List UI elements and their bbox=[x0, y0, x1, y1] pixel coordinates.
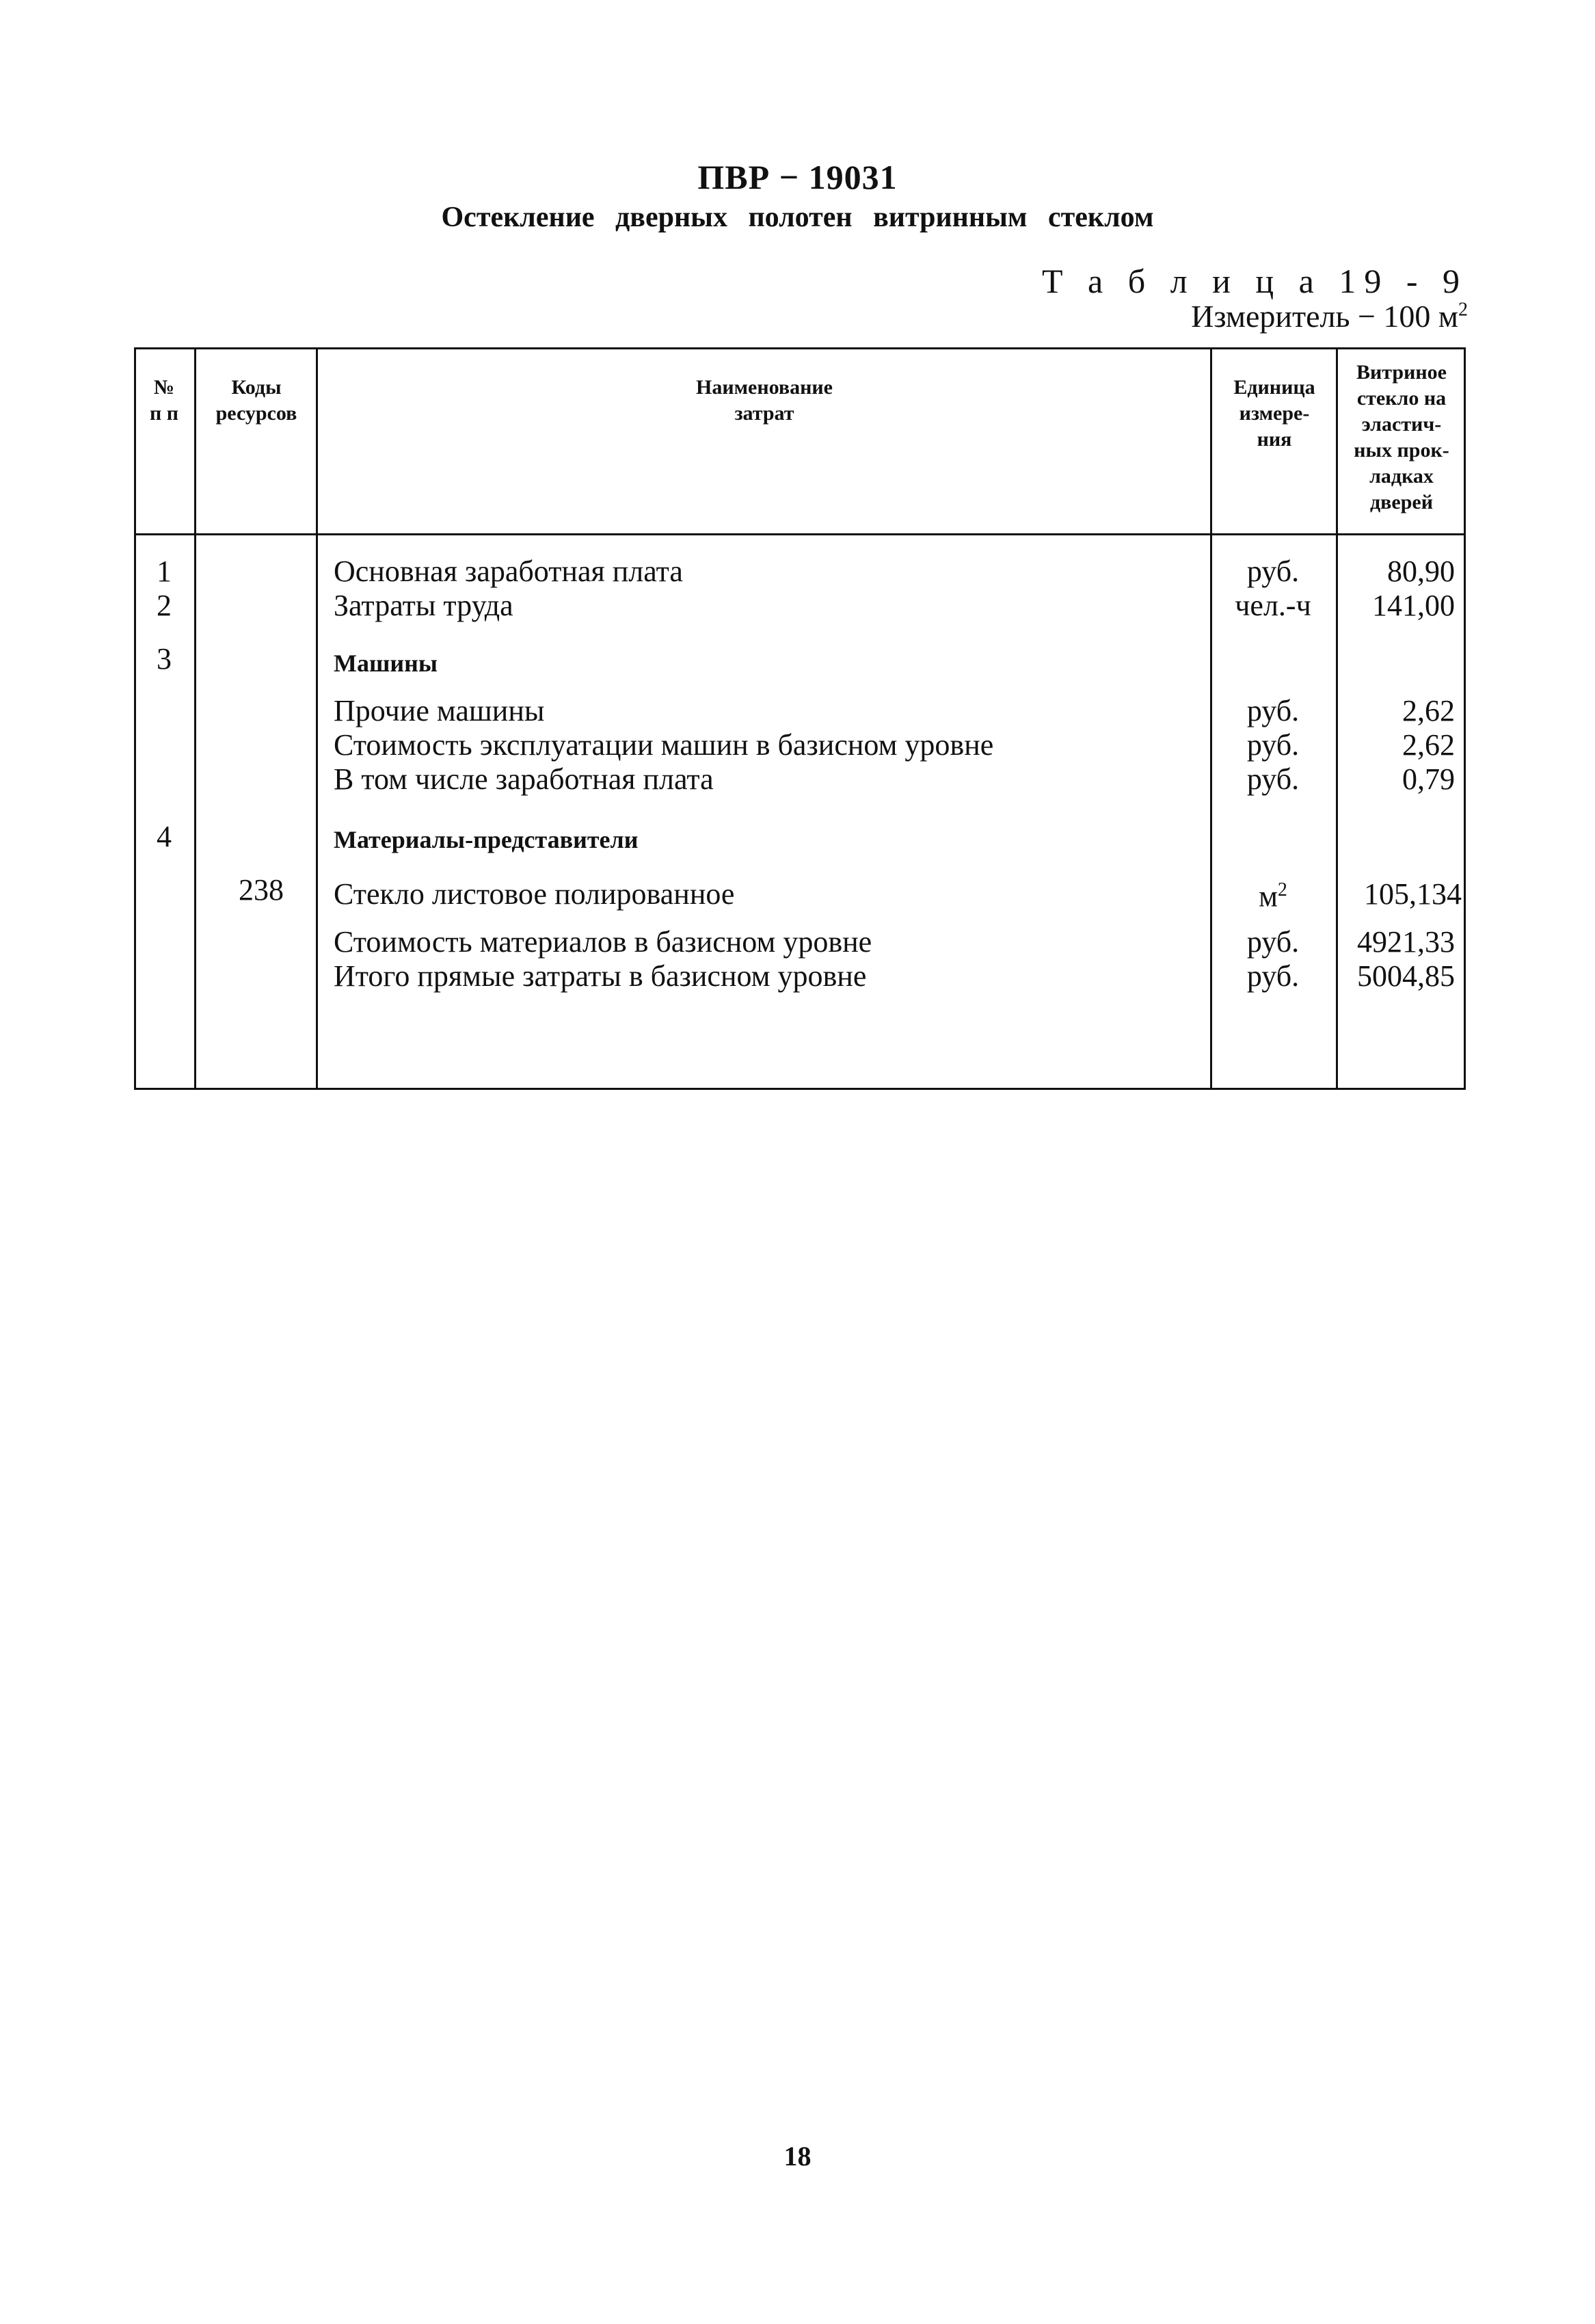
row-value: 5004,85 bbox=[1357, 959, 1455, 993]
row-num: 3 bbox=[157, 642, 172, 676]
header-name bbox=[319, 375, 1210, 427]
row-unit: руб. bbox=[1246, 959, 1300, 993]
row-unit-superscript: 2 bbox=[1277, 879, 1287, 900]
header-bottom-border bbox=[134, 533, 1466, 535]
header-name-line1: Наименование bbox=[696, 376, 833, 399]
row-unit: руб. bbox=[1246, 555, 1300, 588]
document-code: ПВР − 19031 bbox=[697, 158, 898, 196]
header-value-line6: дверей bbox=[1370, 491, 1433, 513]
row-unit-text: м bbox=[1259, 879, 1278, 913]
row-name: Стоимость эксплуатации машин в базисном уровне bbox=[334, 728, 994, 762]
row-resource-code: 238 bbox=[239, 873, 284, 907]
page-number: 18 bbox=[783, 2141, 812, 2172]
row-num: 1 bbox=[157, 555, 172, 588]
col-divider-unit bbox=[1336, 347, 1338, 1090]
row-name: Стоимость материалов в базисном уровне bbox=[334, 925, 872, 959]
row-value: 0,79 bbox=[1402, 762, 1455, 796]
row-name: Стекло листовое полированное bbox=[334, 877, 735, 911]
row-num: 4 bbox=[157, 820, 172, 853]
cost-table bbox=[134, 347, 1466, 1090]
header-num-line1: № bbox=[153, 376, 175, 399]
section-heading: Машины bbox=[334, 650, 438, 677]
table-bottom-border bbox=[134, 1088, 1466, 1090]
row-value: 105,134 bbox=[1364, 877, 1462, 911]
table-top-border bbox=[134, 347, 1466, 349]
row-value: 141,00 bbox=[1372, 589, 1455, 622]
header-unit bbox=[1213, 375, 1336, 453]
table-number-label: Т а б л и ц а 19 - 9 bbox=[1042, 262, 1468, 300]
row-value: 2,62 bbox=[1402, 694, 1455, 727]
row-unit: руб. bbox=[1246, 925, 1300, 959]
col-divider-num bbox=[194, 347, 196, 1090]
header-code-line2: ресурсов bbox=[215, 402, 297, 425]
measure-unit-superscript: 2 bbox=[1458, 299, 1468, 321]
row-name: Итого прямые затраты в базисном уровне bbox=[334, 959, 867, 993]
header-value-line5: ладках bbox=[1369, 465, 1434, 487]
header-value-line3: эластич- bbox=[1361, 413, 1442, 436]
header-value-line1: Витриное bbox=[1356, 361, 1447, 384]
header-code-line1: Коды bbox=[231, 376, 282, 399]
row-num: 2 bbox=[157, 589, 172, 622]
row-value: 80,90 bbox=[1387, 555, 1455, 588]
document-title: Остекление дверных полотен витринным стеклом bbox=[441, 202, 1154, 233]
header-value-line4: ных прок- bbox=[1354, 439, 1449, 462]
header-value bbox=[1339, 360, 1464, 516]
header-unit-line2: измере- bbox=[1239, 402, 1310, 425]
header-value-line2: стекло на bbox=[1356, 387, 1447, 410]
header-unit-line3: ния bbox=[1257, 428, 1292, 451]
row-unit: руб. bbox=[1246, 694, 1300, 727]
header-num-line2: п п bbox=[149, 402, 179, 425]
table-left-border bbox=[134, 347, 136, 1090]
row-name: В том числе заработная плата bbox=[334, 762, 714, 796]
row-unit bbox=[1211, 872, 1335, 915]
row-unit: руб. bbox=[1246, 728, 1300, 762]
row-unit: руб. bbox=[1246, 762, 1300, 796]
measure-unit-text: Измеритель − 100 м bbox=[1191, 299, 1458, 334]
row-name: Основная заработная плата bbox=[334, 555, 683, 588]
header-unit-line1: Единица bbox=[1233, 376, 1315, 399]
row-value: 4921,33 bbox=[1357, 925, 1455, 959]
measure-unit-label bbox=[1191, 298, 1468, 334]
row-name: Затраты труда bbox=[334, 589, 513, 622]
row-unit: чел.-ч bbox=[1235, 589, 1311, 622]
row-name: Прочие машины bbox=[334, 694, 545, 727]
section-heading: Материалы-представители bbox=[334, 826, 639, 853]
row-value: 2,62 bbox=[1402, 728, 1455, 762]
header-code bbox=[197, 375, 316, 427]
header-name-line2: затрат bbox=[734, 402, 794, 425]
col-divider-code bbox=[316, 347, 318, 1090]
header-num bbox=[134, 375, 194, 427]
